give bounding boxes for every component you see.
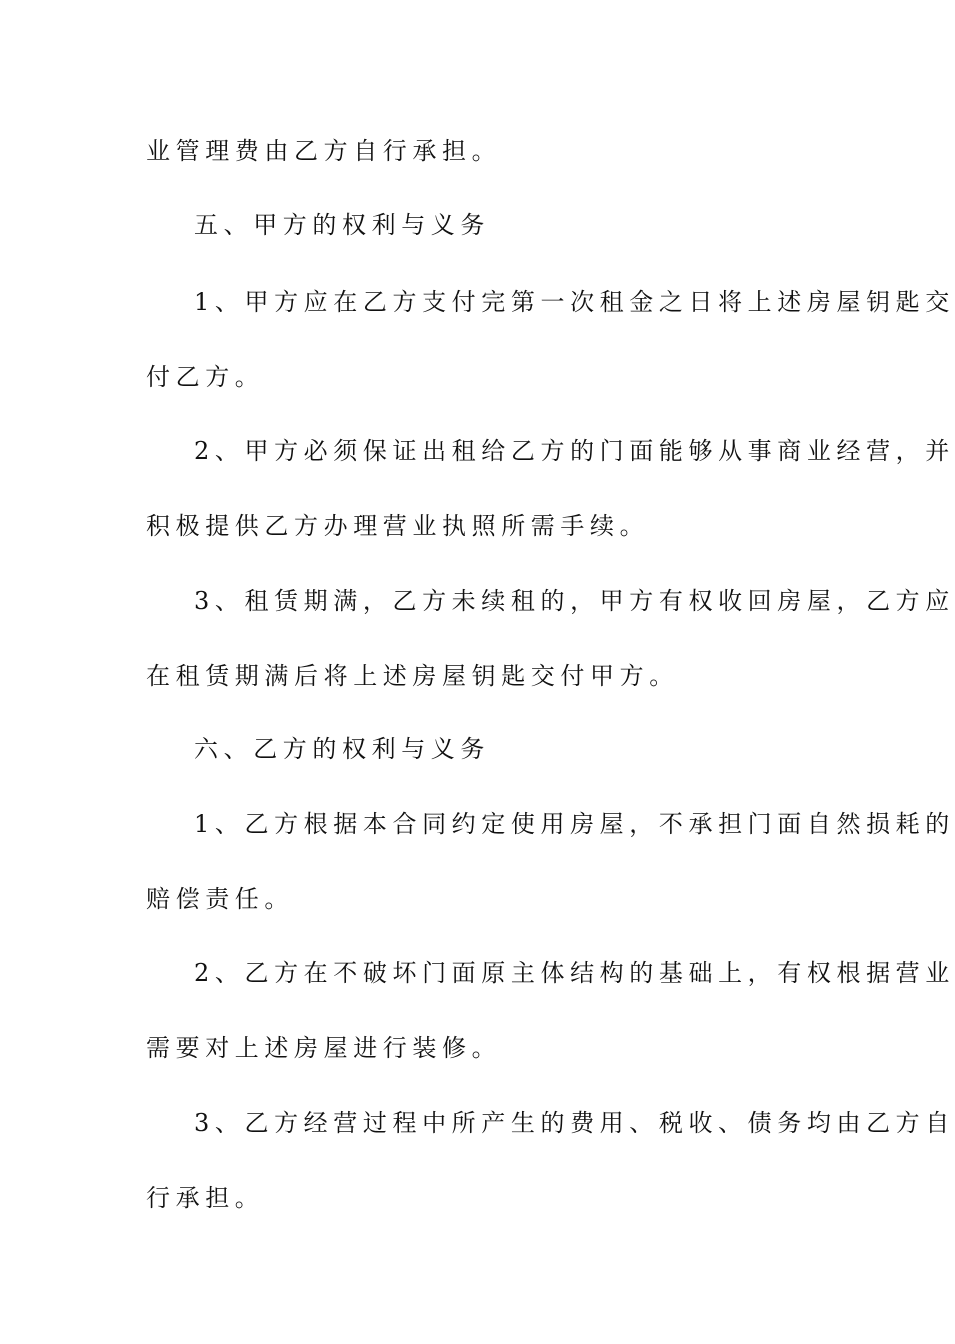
text-line: 2、甲方必须保证出租给乙方的门面能够从事商业经营，并: [194, 437, 955, 465]
text-line: 积极提供乙方办理营业执照所需手续。: [146, 512, 650, 540]
text-line: 业管理费由乙方自行承担。: [146, 137, 502, 165]
text-line: 3、租赁期满，乙方未续租的，甲方有权收回房屋，乙方应: [194, 587, 955, 615]
section-heading: 六、乙方的权利与义务: [194, 735, 490, 763]
section-heading: 五、甲方的权利与义务: [194, 211, 490, 239]
text-line: 在租赁期满后将上述房屋钥匙交付甲方。: [146, 662, 679, 690]
text-line: 赔偿责任。: [146, 885, 294, 913]
text-line: 行承担。: [146, 1184, 265, 1212]
text-line: 需要对上述房屋进行装修。: [146, 1034, 502, 1062]
text-line: 2、乙方在不破坏门面原主体结构的基础上，有权根据营业: [194, 959, 955, 987]
text-line: 1、甲方应在乙方支付完第一次租金之日将上述房屋钥匙交: [194, 288, 955, 316]
text-line: 1、乙方根据本合同约定使用房屋，不承担门面自然损耗的: [194, 810, 955, 838]
text-line: 3、乙方经营过程中所产生的费用、税收、债务均由乙方自: [194, 1109, 955, 1137]
text-line: 付乙方。: [146, 363, 265, 391]
